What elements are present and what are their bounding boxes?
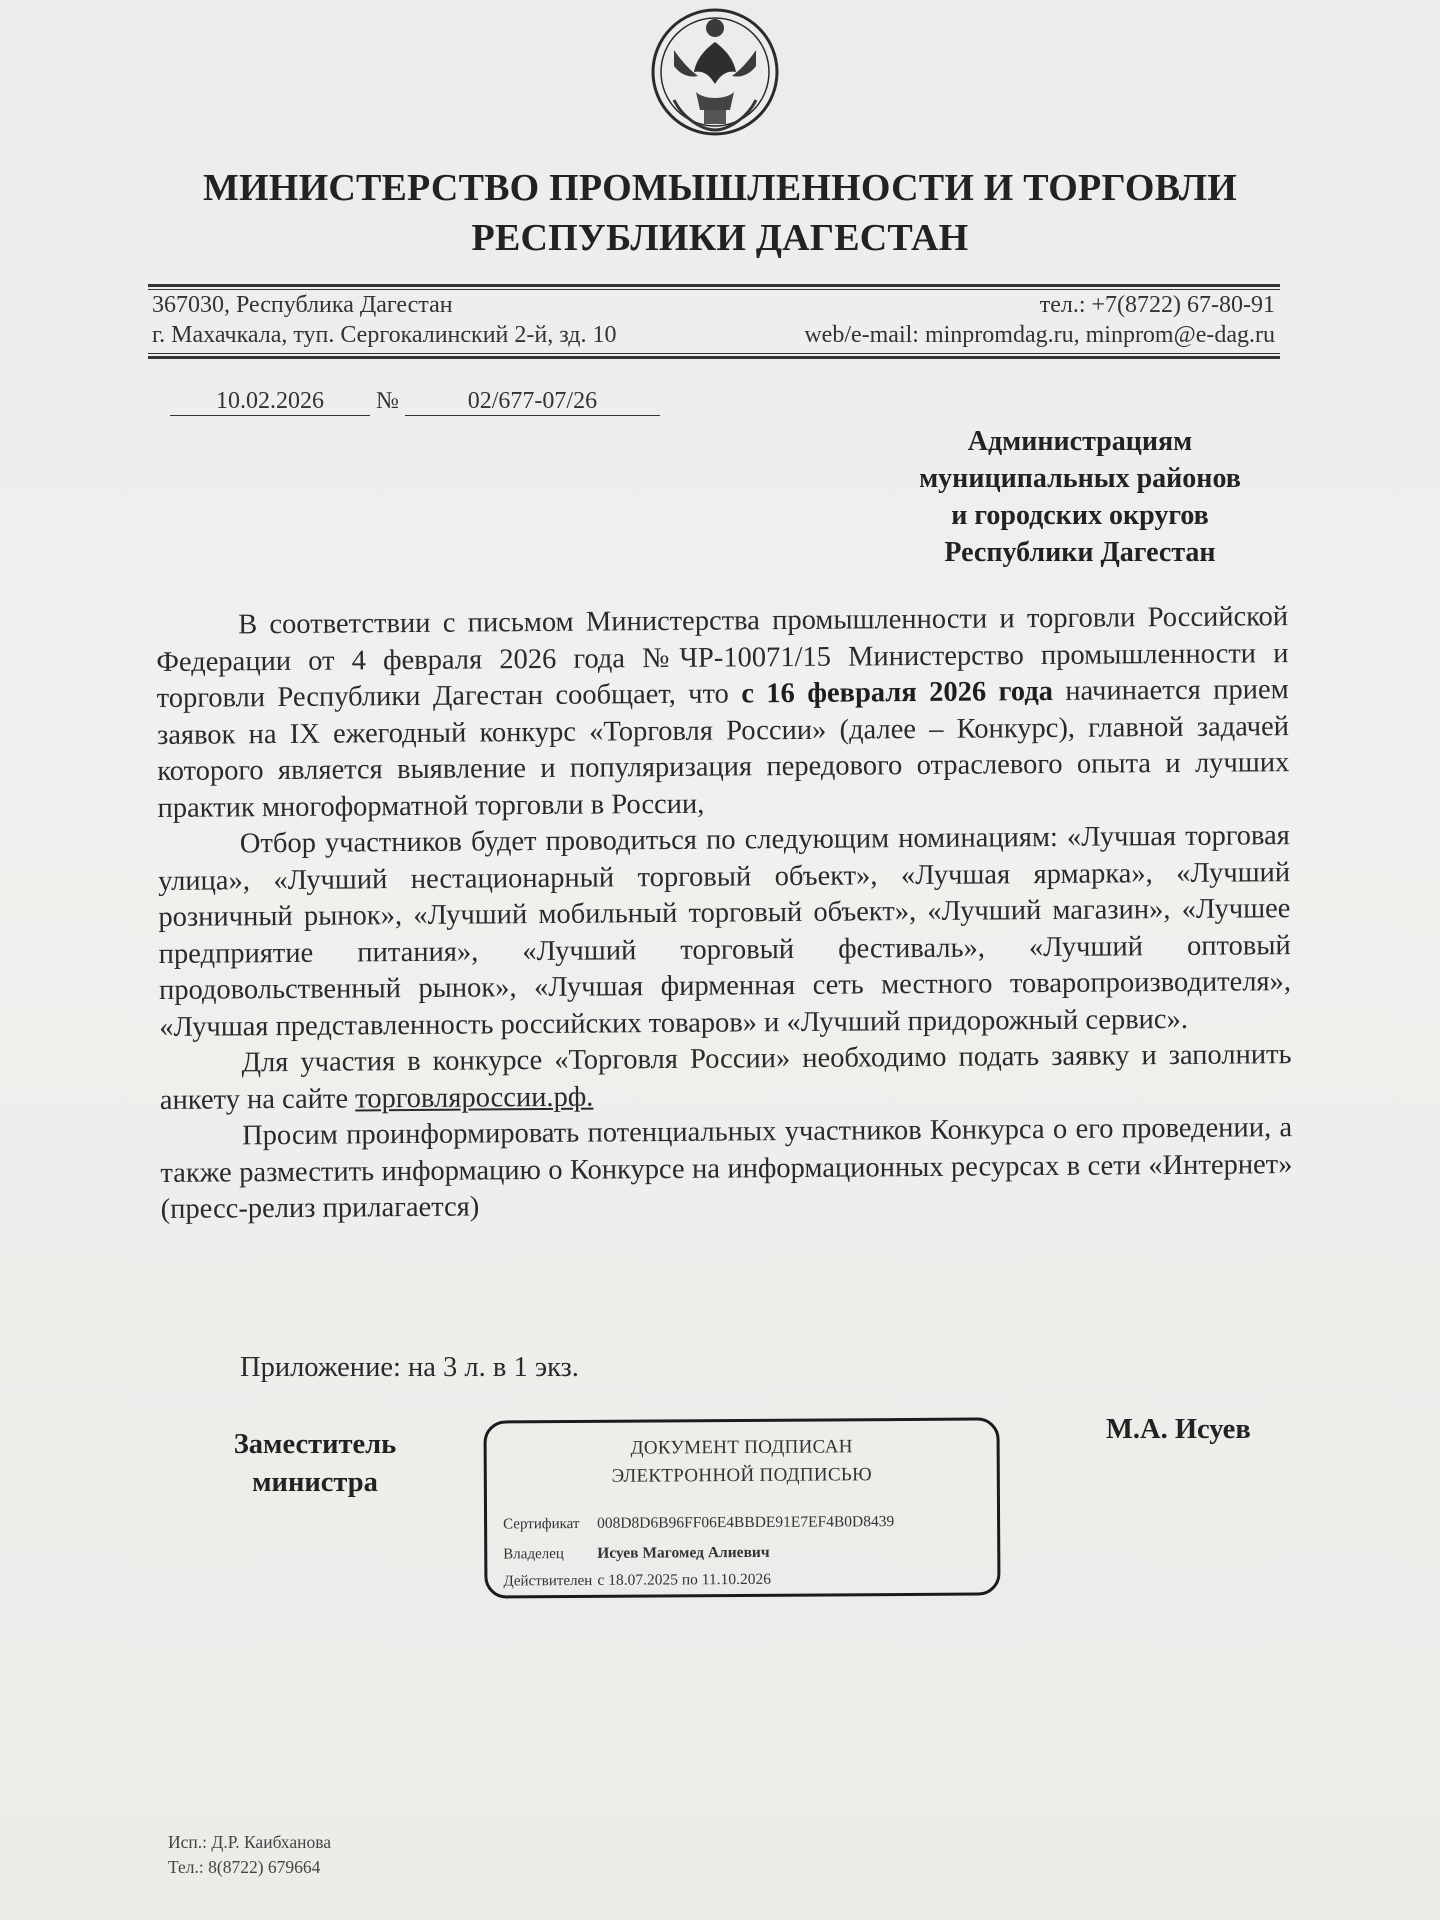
header-bottom-rule <box>148 356 1280 359</box>
addressee-line4: Республики Дагестан <box>944 537 1216 568</box>
addressee-block <box>860 423 1300 571</box>
stamp-validity-row <box>503 1571 771 1591</box>
address-line1: 367030, Республика Дагестан <box>152 292 453 318</box>
ministry-title-line2: РЕСПУБЛИКИ ДАГЕСТАН <box>471 217 969 259</box>
executor-phone: Тел.: 8(8722) 679664 <box>168 1857 321 1877</box>
appendix-note: Приложение: на 3 л. в 1 экз. <box>240 1352 579 1383</box>
signer-name: М.А. Исуев <box>1106 1414 1251 1445</box>
validity-value: с 18.07.2025 по 11.10.2026 <box>597 1570 771 1589</box>
registration-date: 10.02.2026 <box>170 388 370 416</box>
stamp-certificate-row <box>503 1513 894 1533</box>
body-paragraph-4: Просим проинформировать потенциальных участников Конкурса о его проведении, а также разместить информацию о Конкурсе на информационных ресурсах в сети «Интернет» (пресс-релиз прилагается) <box>160 1112 1293 1225</box>
address-line2: г. Махачкала, туп. Сергокалинский 2-й, зд. 10 <box>152 322 617 348</box>
phone-line: тел.: +7(8722) 67-80-91 <box>1039 292 1275 318</box>
header-top-rule <box>148 284 1280 287</box>
ministry-title-line1: МИНИСТЕРСТВО ПРОМЫШЛЕННОСТИ И ТОРГОВЛИ <box>202 167 1238 209</box>
certificate-value: 008D8D6B96FF06E4BBDE91E7EF4B0D8439 <box>597 1513 895 1532</box>
start-date-bold: с 16 февраля 2026 года <box>741 675 1054 710</box>
validity-label: Действителен <box>503 1572 593 1590</box>
stamp-header <box>487 1432 997 1491</box>
executor-info <box>168 1830 331 1880</box>
header-bottom-rule-thin <box>148 353 1280 354</box>
addressee-line3: и городских округов <box>951 500 1209 531</box>
electronic-signature-stamp <box>483 1417 1000 1598</box>
addressee-line2: муниципальных районов <box>919 463 1241 494</box>
registration-line <box>170 388 660 416</box>
number-sign: № <box>376 388 399 414</box>
body-paragraph-3: Для участия в конкурсе «Торговля России» необходимо подать заявку и заполнить анкету на сайте торговляроссии.рф. <box>159 1039 1292 1116</box>
letter-body <box>156 599 1293 1228</box>
stamp-title-line1: ДОКУМЕНТ ПОДПИСАН <box>630 1436 853 1459</box>
signer-position-line1: Заместитель <box>233 1429 397 1460</box>
executor-name: Исп.: Д.Р. Каибханова <box>168 1832 332 1852</box>
signer-position-line2: министра <box>252 1467 378 1498</box>
owner-label: Владелец <box>503 1546 564 1563</box>
stamp-title-line2: ЭЛЕКТРОННОЙ ПОДПИСЬЮ <box>611 1464 873 1487</box>
body-paragraph-2: Отбор участников будет проводиться по следующим номинациям: «Лучшая торговая улица», «Лучший нестационарный торговый объект», «Лучшая ярмарка», «Лучший розничный рынок», «Лучший мобильный торговый объект», «Лучший магазин», «Лучшее предприятие питания», «Лучший торговый фестиваль», «Лучший оптовый продовольственный рынок», «Лучшая фирменная сеть местного товаропроизводителя», «Лучшая представленность российских товаров» и «Лучший придорожный сервис». <box>158 820 1292 1043</box>
contest-website-link[interactable]: торговляроссии.рф. <box>355 1081 594 1114</box>
signer-position <box>205 1426 425 1502</box>
registration-number: 02/677-07/26 <box>405 388 660 416</box>
ministry-address <box>152 290 617 350</box>
addressee-line1: Администрациям <box>967 426 1193 457</box>
web-email-line: web/e-mail: minpromdag.ru, minprom@e-dag.ru <box>804 322 1275 348</box>
certificate-label: Сертификат <box>503 1515 580 1533</box>
coat-of-arms-emblem <box>644 0 786 146</box>
stamp-owner-row <box>503 1544 769 1564</box>
body-paragraph-1: В соответствии с письмом Министерства промышленности и торговли Российской Федерации от 4 февраля 2026 года №ЧР-10071/15 Министерство промышленности и торговли Республики Дагестан сообщает, что с 16 февраля 2026 года начинается прием заявок на IX ежегодный конкурс «Торговля России» (далее – Конкурс), главной задачей которого является выявление и популяризация передового отраслевого опыта и лучших практик многоформатной торговли в России, <box>156 601 1290 824</box>
owner-value: Исуев Магомед Алиевич <box>597 1543 770 1562</box>
ministry-contacts <box>804 290 1275 350</box>
